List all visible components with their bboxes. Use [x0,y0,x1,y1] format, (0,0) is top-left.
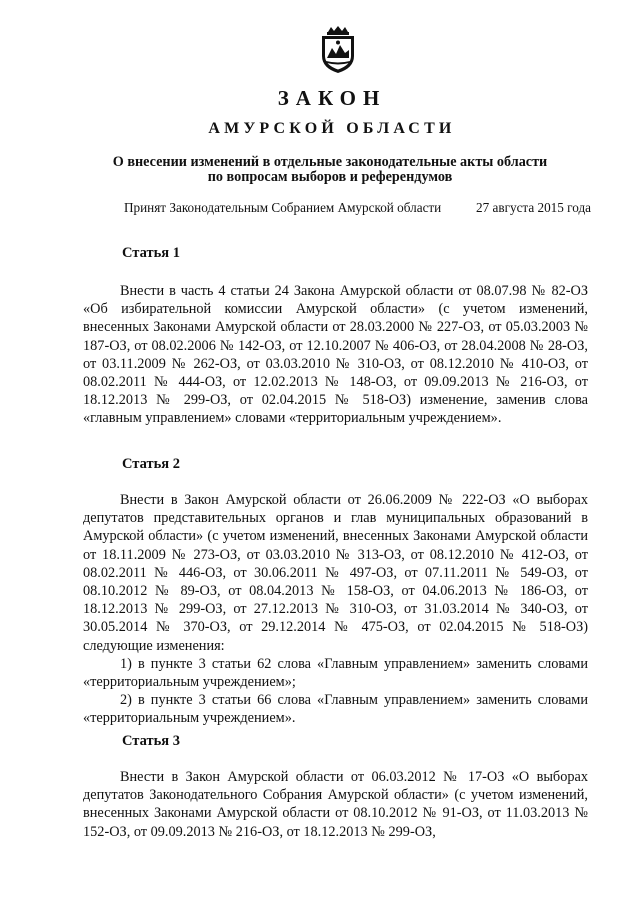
article-3-paragraph-1: Внести в Закон Амурской области от 06.03.2012 № 17-ОЗ «О выборах депутатов Законодательного Собрания Амурской области» (с учетом изменений, внесенных Законами Амурской области от 08.10.2012 № 91-ОЗ, от 11.03.2013 № 152-ОЗ, от 09.09.2013 № 216-ОЗ, от 18.12.2013 № 299-ОЗ, [83,769,588,840]
article-1-heading: Статья 1 [122,245,180,261]
article-1-paragraph-1: Внести в часть 4 статьи 24 Закона Амурской области от 08.07.98 № 82-ОЗ «Об избирательной комиссии Амурской области» (с учетом изменений, внесенных Законами Амурской области от 28.03.2000 № 227-ОЗ, от 05.03.2003 № 187-ОЗ, от 08.02.2006 № 142-ОЗ, от 12.10.2007 № 406-ОЗ, от 28.04.2008 № 28-ОЗ, от 03.11.2009 № 262-ОЗ, от 03.03.2010 № 310-ОЗ, от 08.12.2010 № 410-ОЗ, от 08.02.2011 № 444-ОЗ, от 12.02.2013 № 148-ОЗ, от 09.09.2013 № 216-ОЗ, от 18.12.2013 № 299-ОЗ, от 02.04.2015 № 518-ОЗ) изменение, заменив слова «главным управлением» словами «территориальным учреждением». [83,283,588,427]
article-2-item-2: 2) в пункте 3 статьи 66 слова «Главным управлением» заменить словами «территориальным учреждением». [83,692,588,727]
article-2-body [83,491,588,728]
law-subject-line-1: О внесении изменений в отдельные законодательные акты области [112,154,548,170]
article-2-paragraph-1: Внести в Закон Амурской области от 26.06.2009 № 222-ОЗ «О выборах депутатов представительных органов и глав муниципальных образований в Амурской области» (с учетом изменений, внесенных Законами Амурской области от 18.11.2009 № 273-ОЗ, от 03.03.2010 № 313-ОЗ, от 08.12.2010 № 412-ОЗ, от 08.02.2011 № 446-ОЗ, от 30.06.2011 № 497-ОЗ, от 07.11.2011 № 549-ОЗ, от 08.10.2012 № 89-ОЗ, от 08.04.2013 № 158-ОЗ, от 04.06.2013 № 186-ОЗ, от 18.12.2013 № 299-ОЗ, от 27.12.2013 № 310-ОЗ, от 31.03.2014 № 340-ОЗ, от 30.05.2014 № 370-ОЗ, от 29.12.2014 № 475-ОЗ, от 02.04.2015 № 518-ОЗ) следующие изменения: [83,492,588,654]
law-subject [0,155,640,185]
adopted-date: 27 августа 2015 года [476,200,592,215]
article-2-heading: Статья 2 [122,456,180,472]
law-title: ЗАКОН [277,86,387,110]
article-2-item-1: 1) в пункте 3 статьи 62 слова «Главным управлением» заменить словами «территориальным учреждением»; [83,655,588,691]
coat-of-arms-icon [316,26,360,74]
article-3-body [83,768,588,841]
article-3-heading: Статья 3 [122,733,180,749]
article-1-body [83,282,588,428]
adopted-by: Принят Законодательным Собранием Амурской области [124,200,442,215]
region-name: АМУРСКОЙ ОБЛАСТИ [208,120,456,137]
law-subject-line-2: по вопросам выборов и референдумов [207,169,453,185]
